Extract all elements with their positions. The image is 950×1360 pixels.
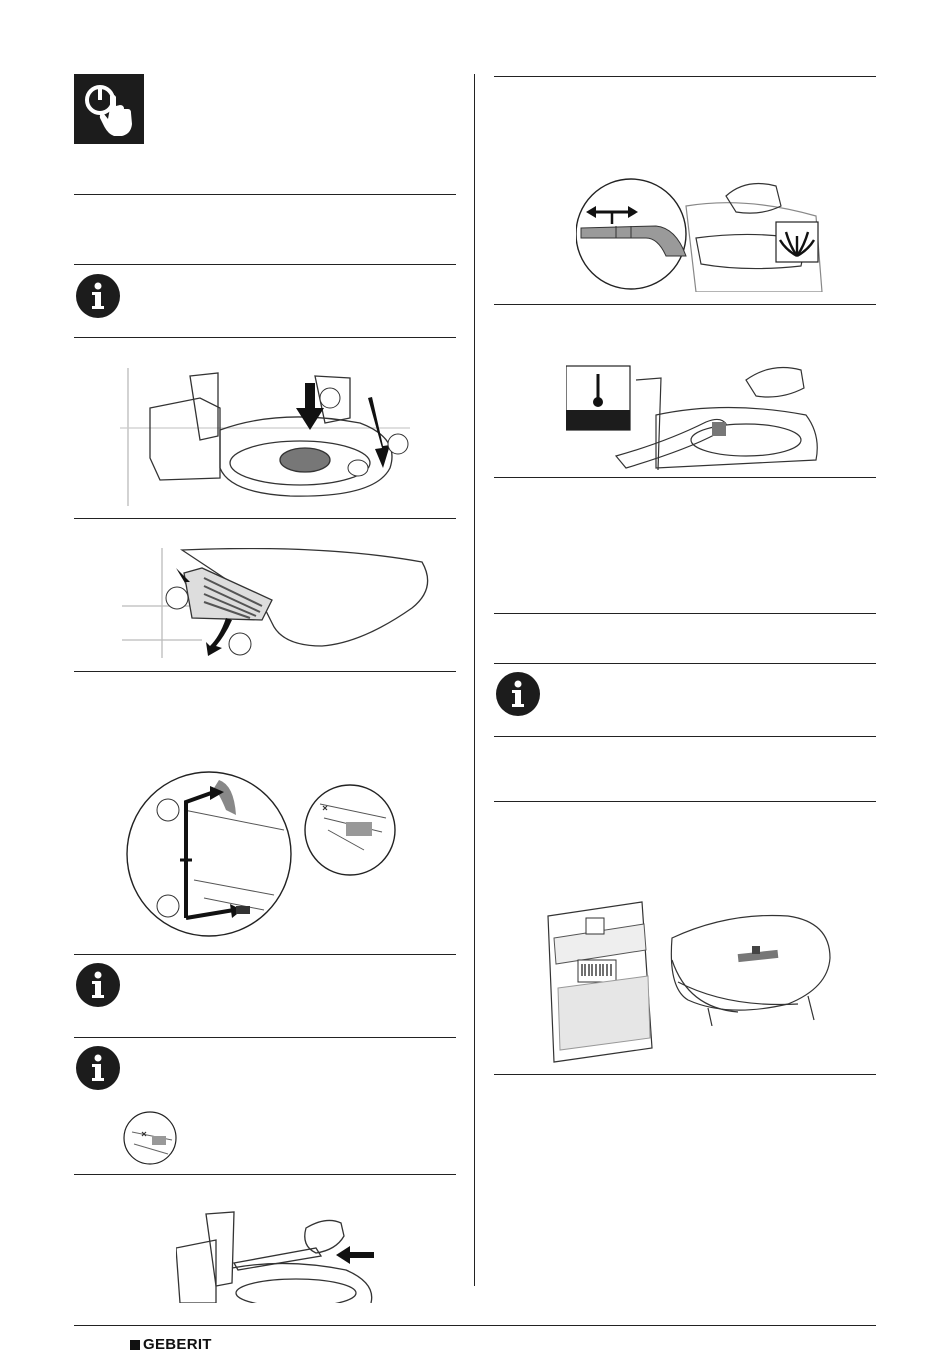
section-divider	[74, 954, 456, 955]
section-divider	[74, 337, 456, 338]
lid-label-illustration	[668, 908, 836, 1026]
logo-square-icon	[130, 1340, 140, 1350]
seat-insert-press-illustration	[120, 368, 410, 513]
section-divider	[494, 76, 876, 77]
section-divider	[74, 518, 456, 519]
section-divider	[494, 801, 876, 802]
column-divider	[474, 74, 475, 1286]
section-divider	[494, 1074, 876, 1075]
info-icon	[76, 274, 120, 318]
info-icon	[496, 672, 540, 716]
front-cover-removal-illustration	[122, 548, 438, 660]
section-divider	[494, 304, 876, 305]
section-divider	[74, 1037, 456, 1038]
section-divider	[494, 477, 876, 478]
section-divider	[74, 1174, 456, 1175]
info-icon	[76, 963, 120, 1007]
section-divider	[74, 671, 456, 672]
section-divider	[74, 194, 456, 195]
type-label-card-illustration	[540, 898, 662, 1064]
brand-name: GEBERIT	[143, 1336, 212, 1353]
geberit-logo	[130, 1336, 212, 1353]
cover-detail-magnified-illustration	[124, 770, 400, 940]
nozzle-clean-illustration	[566, 360, 826, 472]
footer-rule	[74, 1325, 876, 1326]
section-divider	[74, 264, 456, 265]
section-divider	[494, 736, 876, 737]
slider-pull-illustration	[176, 1208, 386, 1303]
section-divider	[494, 663, 876, 664]
info-icon	[76, 1046, 120, 1090]
power-button-touch-icon	[74, 74, 144, 144]
section-divider	[494, 613, 876, 614]
indicator-light-icon	[122, 1110, 178, 1166]
nozzle-position-adjust-illustration	[576, 176, 826, 292]
